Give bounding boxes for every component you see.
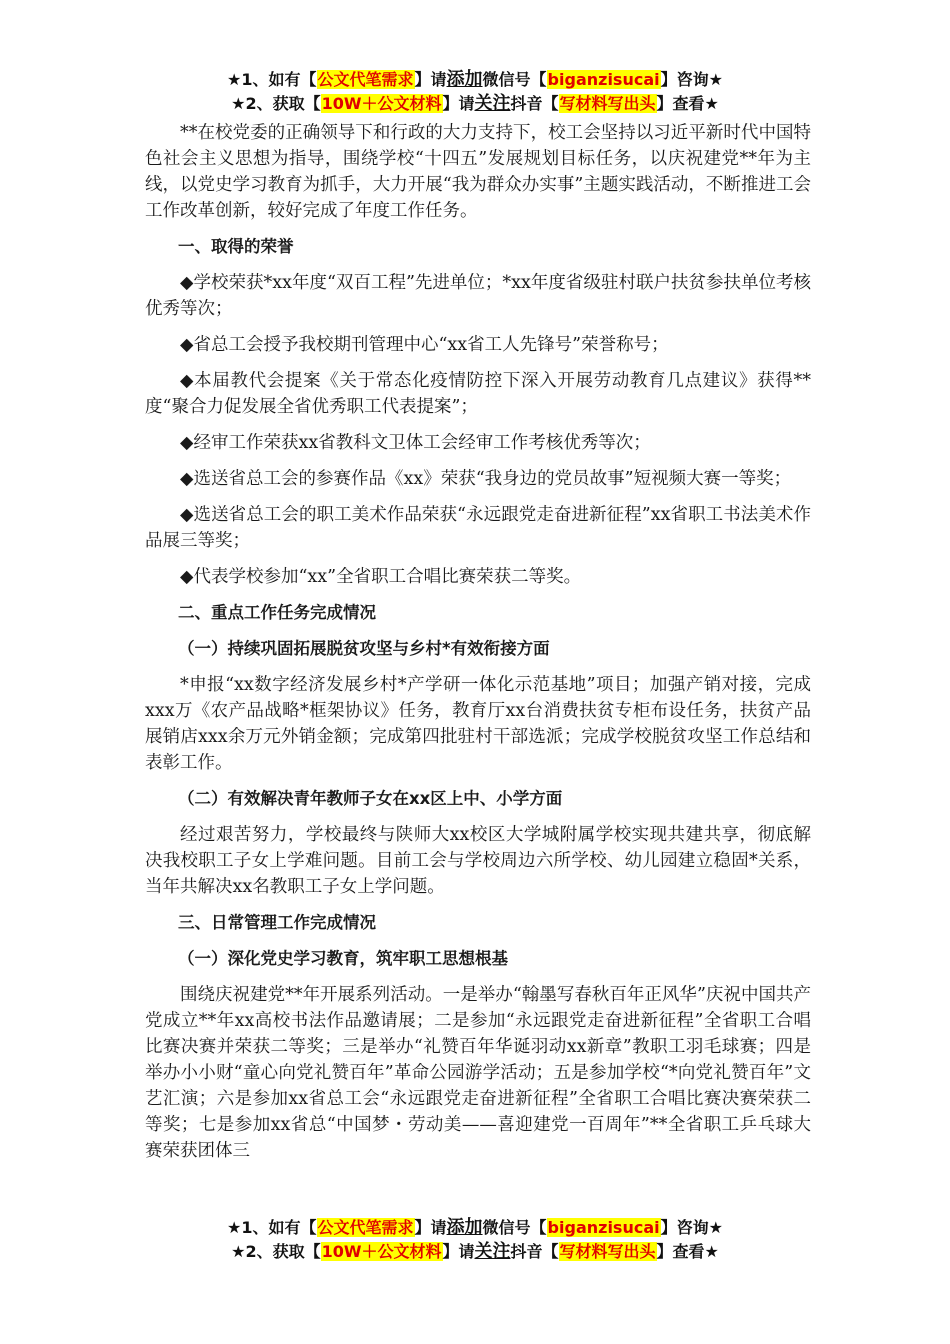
- section-heading: 一、取得的荣誉: [178, 237, 294, 256]
- promo-emphasis: 添加: [446, 1217, 483, 1238]
- promo-text: 】请: [442, 94, 475, 113]
- promo-banner-top: [0, 68, 950, 116]
- promo-text: 】咨询★: [660, 1218, 723, 1237]
- intro-paragraph: **在校党委的正确领导下和行政的大力支持下，校工会坚持以习近平新时代中国特色社会主义思想为指导，围绕学校“十四五”发展规划目标任务，以庆祝建党**年为主线，以党史学习教育为抓手，大力开展“我为群众办实事”主题实践活动，不断推进工会工作改革创新，较好完成了年度工作任务。: [145, 123, 811, 221]
- promo-text: 微信号【: [482, 1218, 547, 1237]
- promo-emphasis: 关注: [474, 93, 511, 114]
- promo-text: 抖音【: [510, 1242, 559, 1261]
- promo-text: 】请: [414, 70, 447, 89]
- promo-highlight: 写材料写出头: [559, 94, 656, 113]
- body-paragraph: 经过艰苦努力，学校最终与陕师大xx校区大学城附属学校实现共建共享，彻底解决我校职工子女上学难问题。目前工会与学校周边六所学校、幼儿园建立稳固*关系，当年共解决xx名教职工子女上学问题。: [145, 825, 811, 897]
- subsection-heading: （二）有效解决青年教师子女在xx区上中、小学方面: [178, 789, 563, 808]
- subsection-heading: （一）深化党史学习教育，筑牢职工思想根基: [178, 949, 508, 968]
- promo-text: ★2、获取【: [231, 94, 321, 113]
- promo-text: 】咨询★: [660, 70, 723, 89]
- promo-emphasis: 添加: [446, 69, 483, 90]
- subsection-heading: （一）持续巩固拓展脱贫攻坚与乡村*有效衔接方面: [178, 639, 550, 658]
- promo-highlight: 10W＋公文材料: [321, 1242, 442, 1261]
- promo-highlight: 写材料写出头: [559, 1242, 656, 1261]
- honor-item: ◆选送省总工会的职工美术作品荣获“永远跟党走奋进新征程”xx省职工书法美术作品展三等奖；: [145, 505, 811, 551]
- document-body: [145, 120, 811, 1174]
- promo-highlight: 公文代笔需求: [317, 70, 414, 89]
- promo-line-2: [0, 92, 950, 116]
- promo-text: ★2、获取【: [231, 1242, 321, 1261]
- promo-line-1: [0, 1216, 950, 1240]
- promo-text: 】请: [442, 1242, 475, 1261]
- promo-emphasis: 关注: [474, 1241, 511, 1262]
- honor-item: ◆本届教代会提案《关于常态化疫情防控下深入开展劳动教育几点建议》获得**度“聚合力促发展全省优秀职工代表提案”；: [145, 371, 811, 417]
- honor-item: ◆代表学校参加“xx”全省职工合唱比赛荣获二等奖。: [180, 567, 582, 587]
- promo-line-1: [0, 68, 950, 92]
- honor-item: ◆选送省总工会的参赛作品《xx》荣获“我身边的党员故事”短视频大赛一等奖；: [180, 469, 792, 489]
- promo-highlight: 10W＋公文材料: [321, 94, 442, 113]
- promo-text: 微信号【: [482, 70, 547, 89]
- section-heading: 二、重点工作任务完成情况: [178, 603, 376, 622]
- promo-line-2: [0, 1240, 950, 1264]
- promo-highlight: 公文代笔需求: [317, 1218, 414, 1237]
- body-paragraph: *申报“xx数字经济发展乡村*产学研一体化示范基地”项目；加强产销对接，完成xxx万《农产品战略*框架协议》任务，教育厅xx台消费扶贫专柜布设任务，扶贫产品展销店xxx余万元外销金额；完成第四批驻村干部选派；完成学校脱贫攻坚工作总结和表彰工作。: [145, 675, 811, 773]
- promo-text: 】请: [414, 1218, 447, 1237]
- promo-text: 抖音【: [510, 94, 559, 113]
- section-heading: 三、日常管理工作完成情况: [178, 913, 376, 932]
- honor-item: ◆学校荣获*xx年度“双百工程”先进单位；*xx年度省级驻村联户扶贫参扶单位考核优秀等次；: [145, 273, 811, 319]
- promo-text: ★1、如有【: [227, 1218, 317, 1237]
- promo-text: 】查看★: [656, 94, 719, 113]
- body-paragraph: 围绕庆祝建党**年开展系列活动。一是举办“翰墨写春秋百年正风华”庆祝中国共产党成立**年xx高校书法作品邀请展；二是参加“永远跟党走奋进新征程”全省职工合唱比赛决赛并荣获二等奖；三是举办“礼赞百年华诞羽动xx新章”教职工羽毛球赛；四是举办小小财“童心向党礼赞百年”革命公园游学活动；五是参加学校“*向党礼赞百年”文艺汇演；六是参加xx省总工会“永远跟党走奋进新征程”全省职工合唱比赛决赛荣获二等奖；七是参加xx省总“中国梦・劳动美——喜迎建党一百周年”**全省职工乒乓球大赛荣获团体三: [145, 985, 811, 1161]
- promo-text: ★1、如有【: [227, 70, 317, 89]
- honor-item: ◆经审工作荣获xx省教科文卫体工会经审工作考核优秀等次；: [180, 433, 651, 453]
- promo-highlight: biganzisucai: [547, 1218, 660, 1237]
- promo-banner-bottom: [0, 1216, 950, 1264]
- promo-highlight: biganzisucai: [547, 70, 660, 89]
- honor-item: ◆省总工会授予我校期刊管理中心“xx省工人先锋号”荣誉称号；: [180, 335, 669, 355]
- promo-text: 】查看★: [656, 1242, 719, 1261]
